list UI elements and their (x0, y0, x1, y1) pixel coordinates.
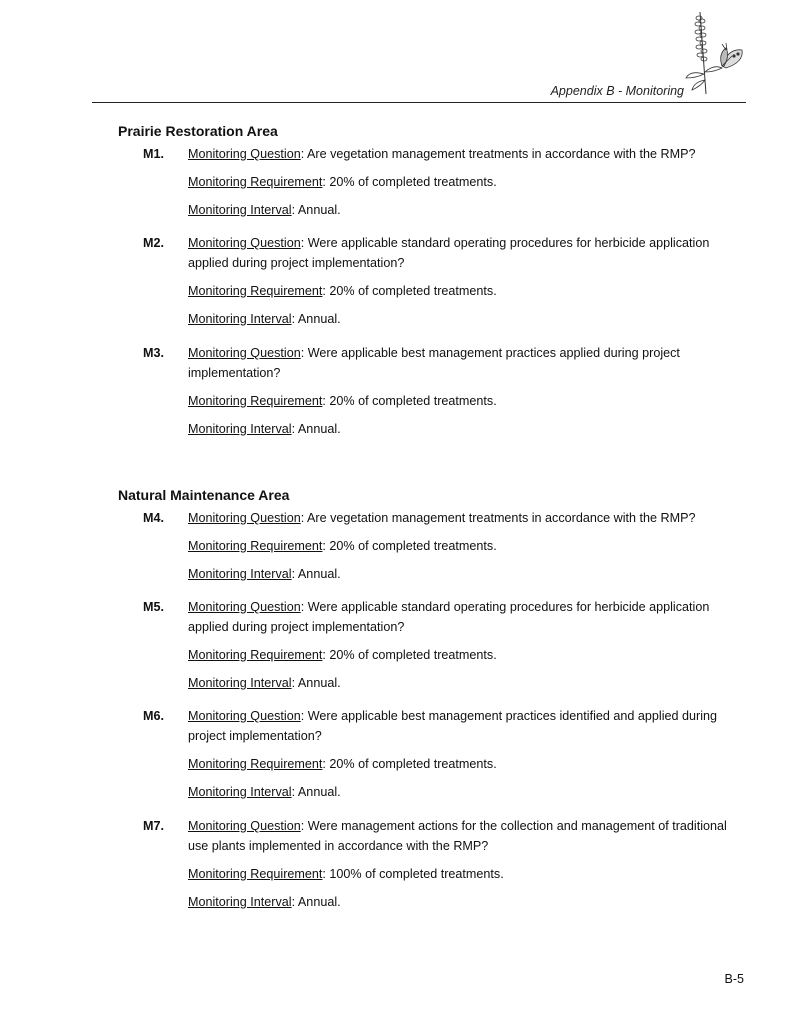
page-header (92, 0, 746, 103)
question-text: : Are vegetation management treatments in accordance with the RMP? (300, 147, 696, 161)
question-label: Monitoring Question (188, 819, 301, 833)
item-number: M6. (143, 709, 164, 723)
header-title: Appendix B - Monitoring (550, 84, 684, 98)
requirement-label: Monitoring Requirement (188, 284, 323, 298)
requirement-label: Monitoring Requirement (188, 757, 323, 771)
page-number: B-5 (724, 972, 744, 986)
requirement-text: : 20% of completed treatments. (322, 539, 497, 553)
section-title-prairie: Prairie Restoration Area (118, 123, 278, 139)
item-number: M1. (143, 147, 164, 161)
monitoring-item-m7 (143, 816, 748, 920)
question-label: Monitoring Question (188, 147, 301, 161)
item-number: M4. (143, 511, 164, 525)
interval-text: : Annual. (291, 567, 341, 581)
requirement-text: : 20% of completed treatments. (322, 757, 497, 771)
question-label: Monitoring Question (188, 709, 301, 723)
item-number: M2. (143, 236, 164, 250)
interval-label: Monitoring Interval (188, 676, 292, 690)
interval-text: : Annual. (291, 895, 341, 909)
requirement-text: : 100% of completed treatments. (322, 867, 504, 881)
requirement-text: : 20% of completed treatments. (322, 175, 497, 189)
item-number: M5. (143, 600, 164, 614)
section-title-natural: Natural Maintenance Area (118, 487, 290, 503)
question-label: Monitoring Question (188, 511, 301, 525)
interval-label: Monitoring Interval (188, 422, 292, 436)
interval-text: : Annual. (291, 203, 341, 217)
monitoring-item-m1 (143, 144, 748, 228)
requirement-text: : 20% of completed treatments. (322, 648, 497, 662)
requirement-text: : 20% of completed treatments. (322, 394, 497, 408)
interval-label: Monitoring Interval (188, 785, 292, 799)
question-text: : Were applicable standard operating procedures for herbicide application applied during project implementation? (188, 600, 710, 634)
monitoring-item-m5 (143, 597, 748, 701)
interval-text: : Annual. (291, 422, 341, 436)
monitoring-item-m3 (143, 343, 748, 447)
requirement-label: Monitoring Requirement (188, 867, 323, 881)
question-label: Monitoring Question (188, 346, 301, 360)
interval-text: : Annual. (291, 676, 341, 690)
requirement-label: Monitoring Requirement (188, 394, 323, 408)
item-number: M3. (143, 346, 164, 360)
question-text: : Were applicable best management practices applied during project implementation? (188, 346, 680, 380)
requirement-text: : 20% of completed treatments. (322, 284, 497, 298)
requirement-label: Monitoring Requirement (188, 539, 323, 553)
requirement-label: Monitoring Requirement (188, 648, 323, 662)
interval-label: Monitoring Interval (188, 895, 292, 909)
monitoring-item-m6 (143, 706, 748, 810)
requirement-label: Monitoring Requirement (188, 175, 323, 189)
question-text: : Were applicable standard operating procedures for herbicide application applied during project implementation? (188, 236, 710, 270)
plant-butterfly-illustration (674, 8, 746, 100)
question-label: Monitoring Question (188, 600, 301, 614)
monitoring-item-m4 (143, 508, 748, 592)
interval-text: : Annual. (291, 312, 341, 326)
question-text: : Were applicable best management practices identified and applied during project implementation? (188, 709, 718, 743)
monitoring-item-m2 (143, 233, 748, 337)
interval-label: Monitoring Interval (188, 567, 292, 581)
item-number: M7. (143, 819, 164, 833)
interval-label: Monitoring Interval (188, 312, 292, 326)
interval-label: Monitoring Interval (188, 203, 292, 217)
question-text: : Are vegetation management treatments in accordance with the RMP? (300, 511, 696, 525)
interval-text: : Annual. (291, 785, 341, 799)
question-label: Monitoring Question (188, 236, 301, 250)
question-text: : Were management actions for the collection and management of traditional use plants implemented in accordance with the RMP? (188, 819, 727, 853)
